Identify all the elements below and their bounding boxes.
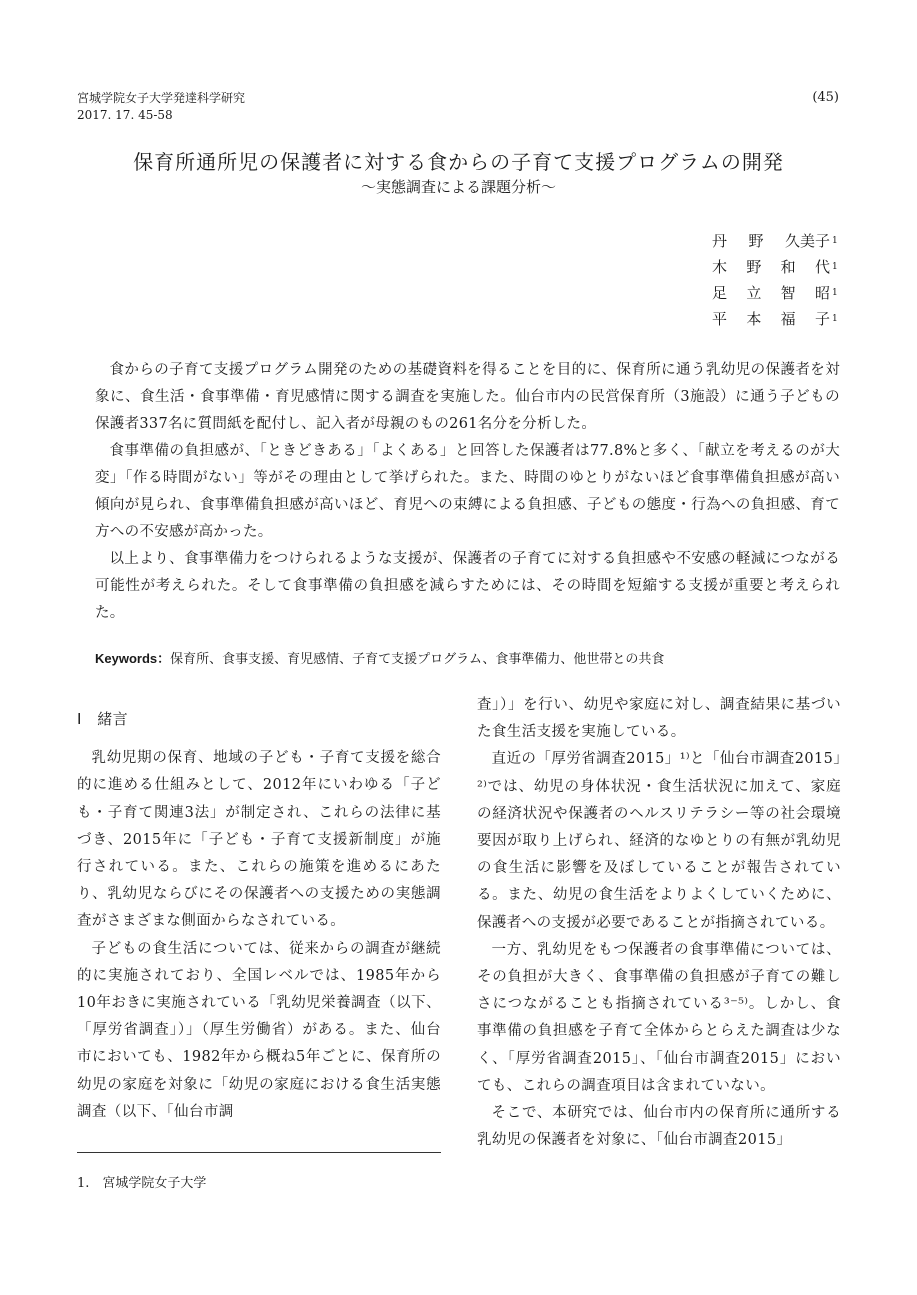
author-name: [712, 280, 838, 306]
abstract: [95, 357, 840, 627]
keywords-text: 保育所、食事支援、育児感情、子育て支援プログラム、食事準備力、他世帯との共食: [170, 652, 665, 667]
body-paragraph-continued: 査」）」を行い、幼児や家庭に対し、調査結果に基づいた食生活支援を実施している。: [477, 697, 841, 741]
paper-title: 保育所通所児の保護者に対する食からの子育て支援プログラムの開発: [133, 150, 784, 174]
journal-info: [77, 90, 245, 124]
author-name-part: 福: [780, 310, 796, 328]
right-column: [477, 692, 841, 1154]
body-paragraph: 乳幼児期の保育、地域の子ども・子育て支援を総合的に進める仕組みとして、2012年にいわゆる「子ども・子育て関連3法」が制定され、これらの法律に基づき、2015年に「子ども・子育て支援新制度」が施行されている。また、これらの施策を進めるにあたり、乳幼児ならびにその保護者への支援ための実態調査がさまざまな側面からなされている。: [77, 750, 441, 930]
author-affiliation-mark: 1: [832, 236, 838, 246]
author-name: [712, 254, 838, 280]
body-paragraph: 一方、乳幼児をもつ保護者の食事準備については、その負担が大きく、食事準備の負担感が子育ての難しさにつながることも指摘されている³⁻⁵⁾。しかし、食事準備の負担感を子育て全体からとらえた調査は少なく、「厚労省調査2015」、「仙台市調査2015」においても、これらの調査項目は含まれていない。: [477, 941, 841, 1094]
keywords: [95, 648, 664, 667]
author-affiliation-mark: 1: [832, 288, 838, 298]
author-name-part: 昭: [814, 284, 830, 302]
author-affiliation-mark: 1: [832, 262, 838, 272]
author-name-part: 代: [814, 258, 830, 276]
section-heading: Ⅰ 緒言: [77, 710, 129, 728]
author-name-part: 子: [814, 310, 830, 328]
footnote-divider: [77, 1152, 441, 1153]
author-name-part: 足: [712, 284, 728, 302]
author-name-part: 木: [712, 258, 728, 276]
keywords-label: Keywords：: [95, 651, 171, 666]
author-name-part: 野: [746, 258, 762, 276]
author-name-part: 立: [746, 284, 762, 302]
journal-name: 宮城学院女子大学発達科学研究: [77, 91, 246, 105]
author-name-part: 本: [746, 310, 762, 328]
author-name-part: 丹: [712, 232, 728, 250]
abstract-paragraph: 以上より、食事準備力をつけられるような支援が、保護者の子育てに対する負担感や不安感の軽減につながる可能性が考えられた。そして食事準備の負担感を減らすためには、その時間を短縮する支援が重要と考えられた。: [95, 551, 840, 621]
page-number: (45): [812, 90, 839, 105]
left-column: [77, 692, 441, 1126]
abstract-paragraph: 食事準備の負担感が、「ときどきある」「よくある」と回答した保護者は77.8%と多く、「献立を考えるのが大変」「作る時間がない」等がその理由として挙げられた。また、時間のゆとりがないほど食事準備負担感が高い傾向が見られ、食事準備負担感が高いほど、育児への束縛による負担感、子どもの態度・行為への負担感、育て方への不安感が高かった。: [95, 443, 840, 540]
author-name-part: 和: [780, 258, 796, 276]
author-name-part: 智: [780, 284, 796, 302]
journal-volume: 2017. 17. 45-58: [77, 108, 173, 122]
author-name: [712, 306, 838, 332]
author-list: [712, 228, 838, 332]
body-paragraph: 子どもの食生活については、従来からの調査が継続的に実施されており、全国レベルでは、1985年から10年おきに実施されている「乳幼児栄養調査（以下、「厚労省調査」）」（厚生労働省）がある。また、仙台市においても、1982年から概ね5年ごとに、保育所の幼児の家庭を対象に「幼児の家庭における食生活実態調査（以下、「仙台市調: [77, 940, 441, 1120]
author-affiliation-mark: 1: [832, 314, 838, 324]
abstract-paragraph: 食からの子育て支援プログラム開発のための基礎資料を得ることを目的に、保育所に通う乳幼児の保護者を対象に、食生活・食事準備・育児感情に関する調査を実施した。仙台市内の民営保育所（3施設）に通う子どもの保護者337名に質問紙を配付し、記入者が母親のもの261名分を分析した。: [95, 362, 840, 432]
author-name: [712, 228, 838, 254]
footnote: 1. 宮城学院女子大学: [77, 1176, 207, 1191]
body-paragraph: そこで、本研究では、仙台市内の保育所に通所する乳幼児の保護者を対象に、「仙台市調査2015」: [477, 1105, 841, 1149]
paper-subtitle: 〜実態調査による課題分析〜: [360, 178, 556, 196]
author-name-part: 久美子: [784, 232, 830, 250]
body-paragraph: 直近の「厚労省調査2015」¹⁾と「仙台市調査2015」²⁾では、幼児の身体状況・食生活状況に加えて、家庭の経済状況や保護者のヘルスリテラシー等の社会環境要因が取り上げられ、経済的なゆとりの有無が乳幼児の食生活に影響を及ぼしていることが報告されている。また、幼児の食生活をよりよくしていくために、保護者への支援が必要であることが指摘されている。: [477, 751, 841, 931]
author-name-part: 野: [748, 232, 764, 250]
author-name-part: 平: [712, 310, 728, 328]
